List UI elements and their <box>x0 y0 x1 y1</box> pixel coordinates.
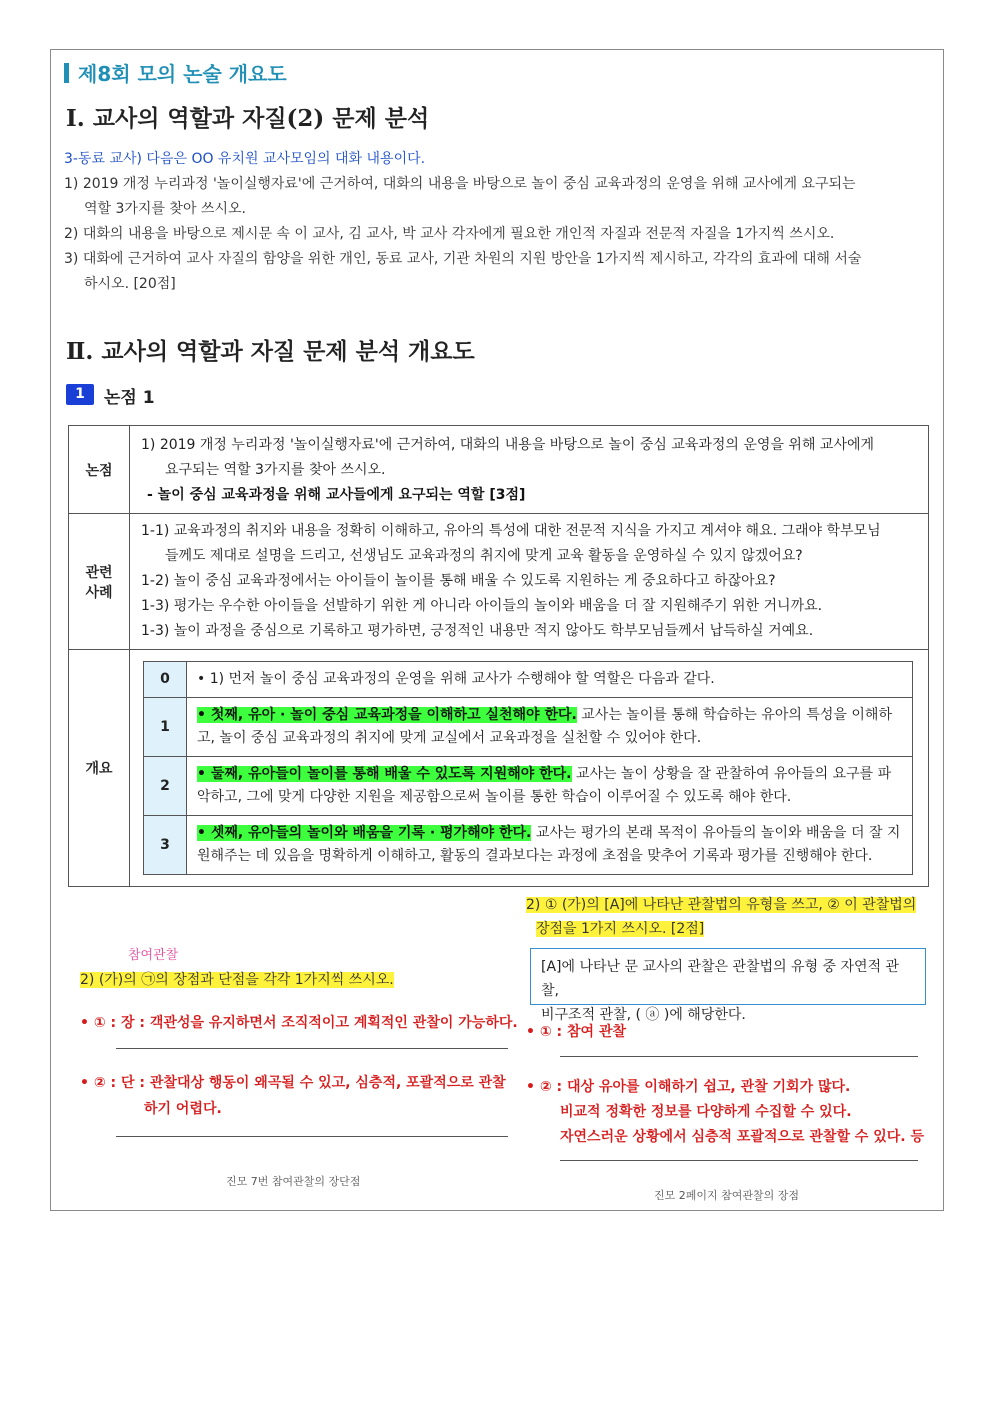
outline-row <box>144 662 913 698</box>
right-answer1: • ① : 참여 관찰 <box>526 1024 626 1040</box>
outline-highlight: • 첫째, 유아 · 놀이 중심 교육과정을 이해하고 실천해야 한다. <box>197 707 577 723</box>
right-caption: 진모 2페이지 참여관찰의 장점 <box>654 1189 799 1202</box>
case-line3: 1-2) 놀이 중심 교육과정에서는 아이들이 놀이를 통해 배울 수 있도록 지원하는 게 중요하다고 하잖아요? <box>141 573 776 589</box>
left-pink-label: 참여관찰 <box>128 948 179 963</box>
left-answer1-underline <box>116 1048 508 1049</box>
outline-num: 0 <box>144 662 187 698</box>
outline-text <box>187 698 913 757</box>
outline-text <box>187 757 913 816</box>
table-row-cases <box>69 514 929 650</box>
row-label-outline: 개요 <box>69 650 130 887</box>
question2: 2) 대화의 내용을 바탕으로 제시문 속 이 교사, 김 교사, 박 교사 각자에게 필요한 개인적 자질과 전문적 자질을 1가지씩 쓰시오. <box>64 226 835 242</box>
outline-row <box>144 757 913 816</box>
issue-line1: 1) 2019 개정 누리과정 '놀이실행자료'에 근거하여, 대화의 내용을 바탕으로 놀이 중심 교육과정의 운영을 위해 교사에게 <box>141 437 875 453</box>
right-box-line2: 비구조적 관찰, ( ⓐ )에 해당한다. <box>541 1007 746 1023</box>
left-question-text: 2) (가)의 ㉠의 장점과 단점을 각각 1가지씩 쓰시오. <box>80 972 394 988</box>
issue-number-badge: 1 <box>66 384 94 405</box>
row-content-issue <box>130 426 929 514</box>
table-row-issue <box>69 426 929 514</box>
right-question-line1 <box>526 893 916 918</box>
left-answer2-underline <box>116 1136 508 1137</box>
cases-label-a: 관련 <box>85 564 113 581</box>
right-answer1-underline <box>560 1056 918 1057</box>
question3-line1: 3) 대화에 근거하여 교사 자질의 함양을 위한 개인, 동료 교사, 기관 차원의 지원 방안을 1가지씩 제시하고, 각각의 효과에 대해 서술 <box>64 251 862 267</box>
analysis-table <box>68 425 929 887</box>
outline-highlight: • 셋째, 유아들의 놀이와 배움을 기록 · 평가해야 한다. <box>197 825 532 841</box>
outline-text <box>187 816 913 875</box>
outline-num: 3 <box>144 816 187 875</box>
right-context-box <box>530 948 926 1023</box>
case-line2: 들께도 제대로 설명을 드리고, 선생님도 교육과정의 취지에 맞게 교육 활동을 운영하실 수 있지 않겠어요? <box>165 548 803 564</box>
outline-rest: • 1) 먼저 놀이 중심 교육과정의 운영을 위해 교사가 수행해야 할 역할은 다음과 같다. <box>197 671 715 687</box>
outline-row <box>144 816 913 875</box>
question1-line1: 1) 2019 개정 누리과정 '놀이실행자료'에 근거하여, 대화의 내용을 바탕으로 놀이 중심 교육과정의 운영을 위해 교사에게 요구되는 <box>64 176 856 192</box>
section2-title: Ⅱ. 교사의 역할과 자질 문제 분석 개요도 <box>66 338 475 365</box>
right-question-line2-text: 장점을 1가지 쓰시오. [2점] <box>536 921 705 937</box>
header-accent-bar <box>64 63 69 83</box>
row-label-issue: 논점 <box>69 426 130 514</box>
right-answer2-underline <box>560 1160 918 1161</box>
outline-text <box>187 662 913 698</box>
section1-intro: 3-동료 교사) 다음은 OO 유치원 교사모임의 대화 내용이다. <box>64 151 426 167</box>
right-question-line1-text: 2) ① (가)의 [A]에 나타난 관찰법의 유형을 쓰고, ② 이 관찰법의 <box>526 897 917 913</box>
outline-inner-table <box>143 661 913 875</box>
outline-row <box>144 698 913 757</box>
right-answer2-line1: • ② : 대상 유아를 이해하기 쉽고, 관찰 기회가 많다. <box>526 1079 851 1095</box>
left-answer1: • ① : 장 : 객관성을 유지하면서 조직적이고 계획적인 관찰이 가능하다. <box>80 1015 518 1031</box>
outline-rest: 교사는 평가의 본래 목적이 유아들의 놀이와 배움을 더 잘 지원해주는 데 있음을 명확하게 이해하고, 활동의 결과보다는 과정에 초점을 맞추어 기록과 평가를 진행해야 한다. <box>197 825 901 864</box>
right-answer2-line2: 비교적 정확한 정보를 다양하게 수집할 수 있다. <box>560 1104 852 1120</box>
table-row-outline <box>69 650 929 887</box>
right-question-line2 <box>536 917 704 942</box>
section1-title: Ⅰ. 교사의 역할과 자질(2) 문제 분석 <box>66 105 430 132</box>
left-question <box>80 968 394 993</box>
left-answer2-line2: 하기 어렵다. <box>144 1101 222 1117</box>
outline-highlight: • 둘째, 유아들이 놀이를 통해 배울 수 있도록 지원해야 한다. <box>197 766 572 782</box>
issue-line3: - 놀이 중심 교육과정을 위해 교사들에게 요구되는 역할 [3점] <box>147 487 526 503</box>
question1-line2: 역할 3가지를 찾아 쓰시오. <box>84 201 246 217</box>
right-box-line1: [A]에 나타난 문 교사의 관찰은 관찰법의 유형 중 자연적 관찰, <box>541 959 900 999</box>
case-line5: 1-3) 놀이 과정을 중심으로 기록하고 평가하면, 긍정적인 내용만 적지 않아도 학부모님들께서 납득하실 거예요. <box>141 623 814 639</box>
row-label-cases <box>69 514 130 650</box>
case-line4: 1-3) 평가는 우수한 아이들을 선발하기 위한 게 아니라 아이들의 놀이와 배움을 더 잘 지원해주기 위한 거니까요. <box>141 598 823 614</box>
outline-num: 2 <box>144 757 187 816</box>
question3-line2: 하시오. [20점] <box>84 276 176 292</box>
cases-label-b: 사례 <box>85 584 113 601</box>
right-answer2-line3: 자연스러운 상황에서 심층적 포괄적으로 관찰할 수 있다. 등 <box>560 1129 925 1145</box>
case-line1: 1-1) 교육과정의 취지와 내용을 정확히 이해하고, 유아의 특성에 대한 전문적 지식을 가지고 계셔야 해요. 그래야 학부모님 <box>141 523 881 539</box>
issue-line2: 요구되는 역할 3가지를 찾아 쓰시오. <box>165 462 386 478</box>
left-answer2-line1: • ② : 단 : 관찰대상 행동이 왜곡될 수 있고, 심층적, 포괄적으로 관찰 <box>80 1075 506 1091</box>
outline-rest: 교사는 놀이 상황을 잘 관찰하여 유아들의 요구를 파악하고, 그에 맞게 다양한 지원을 제공함으로써 놀이를 통한 학습이 이루어질 수 있도록 해야 한다. <box>197 766 892 805</box>
issue-label: 논점 1 <box>104 388 155 408</box>
left-caption: 진모 7번 참여관찰의 장단점 <box>226 1175 361 1188</box>
row-content-cases <box>130 514 929 650</box>
document-header-title: 제8회 모의 논술 개요도 <box>78 62 287 86</box>
row-content-outline <box>130 650 929 887</box>
outline-num: 1 <box>144 698 187 757</box>
outline-rest: 교사는 놀이를 통해 학습하는 유아의 특성을 이해하고, 놀이 중심 교육과정의 취지에 맞게 교실에서 교육과정을 실천할 수 있어야 한다. <box>197 707 892 746</box>
